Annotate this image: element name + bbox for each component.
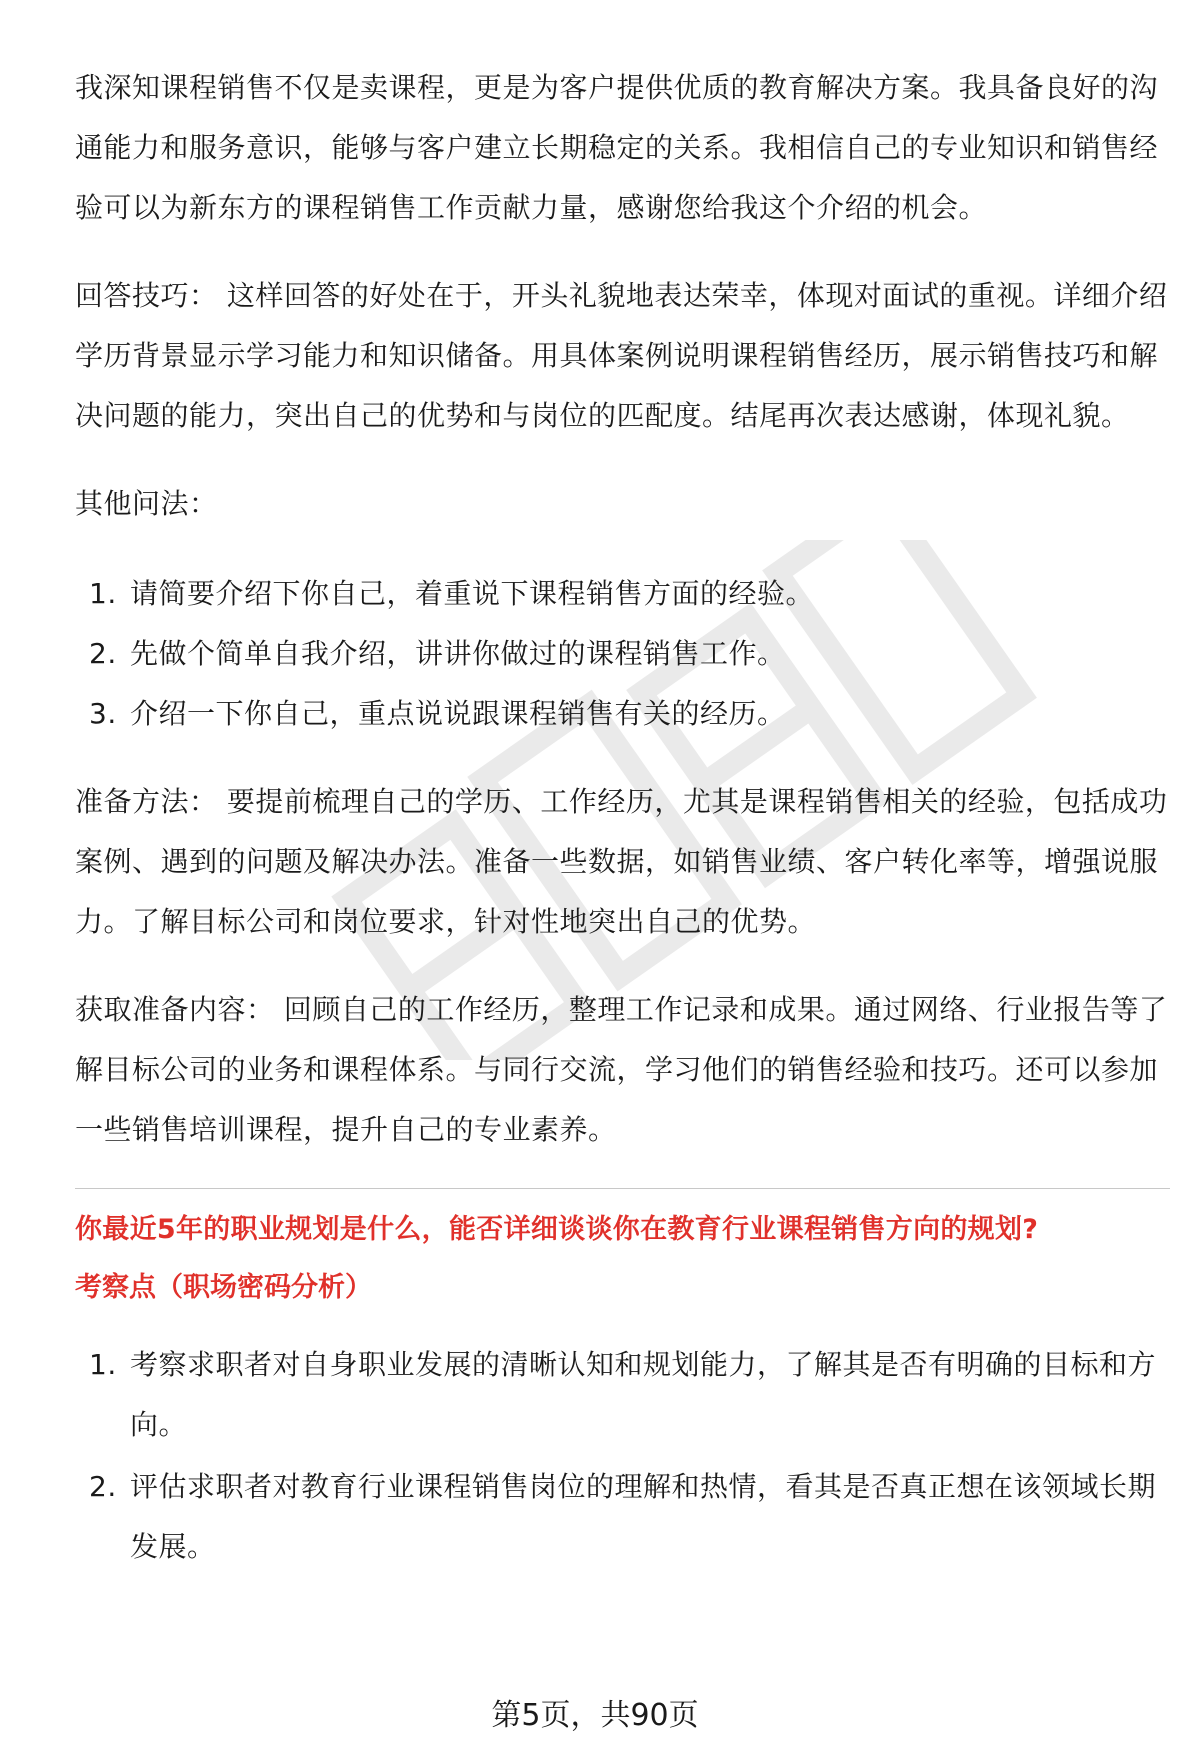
exam-points-heading: 考察点（职场密码分析）: [75, 1272, 372, 1303]
list-item-number: 2.: [89, 1470, 117, 1503]
list-item: [75, 1335, 1170, 1455]
other-questions-label: 其他问法：: [75, 487, 218, 520]
list-item-text: 请简要介绍下你自己，着重说下课程销售方面的经验。: [130, 577, 815, 610]
list-item: [75, 684, 1170, 744]
list-item-number: 1.: [89, 577, 117, 610]
question-heading: 你最近5年的职业规划是什么，能否详细谈谈你在教育行业课程销售方向的规划?: [75, 1214, 1039, 1245]
list-item-text: 评估求职者对教育行业课程销售岗位的理解和热情，看其是否真正想在该领域长期发展。: [130, 1470, 1157, 1563]
list-item: [75, 564, 1170, 624]
section-divider: [75, 1188, 1170, 1189]
list-item-number: 3.: [89, 697, 117, 730]
list-item-text: 介绍一下你自己，重点说说跟课程销售有关的经历。: [130, 697, 786, 730]
list-item-number: 1.: [89, 1348, 117, 1381]
other-questions-list: [75, 564, 1170, 744]
obtain-preparation-paragraph: 获取准备内容： 回顾自己的工作经历，整理工作记录和成果。通过网络、行业报告等了解目标公司的业务和课程体系。与同行交流，学习他们的销售经验和技巧。还可以参加一些销售培训课程，提升自己的专业素养。: [75, 993, 1168, 1146]
page-number: 第5页，共90页: [491, 1698, 699, 1733]
list-item-text: 先做个简单自我介绍，讲讲你做过的课程销售工作。: [130, 637, 786, 670]
list-item: [75, 624, 1170, 684]
document-body: [75, 58, 1170, 1579]
list-item-number: 2.: [89, 637, 117, 670]
intro-conclusion-paragraph: 我深知课程销售不仅是卖课程，更是为客户提供优质的教育解决方案。我具备良好的沟通能力和服务意识，能够与客户建立长期稳定的关系。我相信自己的专业知识和销售经验可以为新东方的课程销售工作贡献力量，感谢您给我这个介绍的机会。: [75, 71, 1159, 224]
list-item-text: 考察求职者对自身职业发展的清晰认知和规划能力，了解其是否有明确的目标和方向。: [130, 1348, 1157, 1441]
list-item: [75, 1457, 1170, 1577]
preparation-method-paragraph: 准备方法： 要提前梳理自己的学历、工作经历，尤其是课程销售相关的经验，包括成功案例、遇到的问题及解决办法。准备一些数据，如销售业绩、客户转化率等，增强说服力。了解目标公司和岗位要求，针对性地突出自己的优势。: [75, 785, 1168, 938]
exam-points-list: [75, 1335, 1170, 1577]
answer-tips-paragraph: 回答技巧： 这样回答的好处在于，开头礼貌地表达荣幸，体现对面试的重视。详细介绍学历背景显示学习能力和知识储备。用具体案例说明课程销售经历，展示销售技巧和解决问题的能力，突出自己的优势和与岗位的匹配度。结尾再次表达感谢，体现礼貌。: [75, 279, 1168, 432]
